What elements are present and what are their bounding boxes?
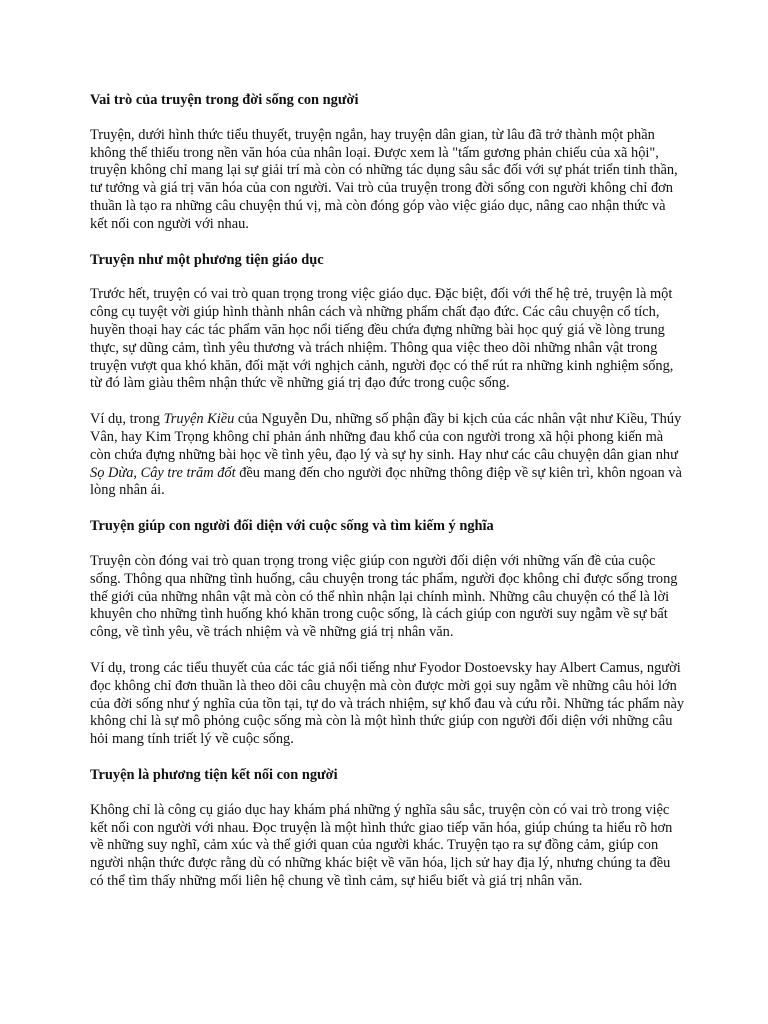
facing-life-paragraph-2: Ví dụ, trong các tiểu thuyết của các tác giả nổi tiếng như Fyodor Dostoevsky hay Albert Camus, người đọc không chỉ đơn thuần là theo dõi câu chuyện mà còn được mời gọi suy ngẫm về những câu hỏi lớn của đời sống như ý nghĩa của tồn tại, tự do và trách nhiệm, sự khổ đau và cứu rỗi. Những tác phẩm này không chỉ là sự mô phỏng cuộc sống mà còn là một hình thức giúp con người đối diện với những câu hỏi mang tính triết lý về cuộc sống. — [90, 659, 685, 748]
education-paragraph-2-text-a: Ví dụ, trong — [90, 411, 164, 428]
education-paragraph-1: Trước hết, truyện có vai trò quan trọng trong việc giáo dục. Đặc biệt, đối với thế hệ trẻ, truyện là một công cụ tuyệt vời giúp hình thành nhân cách và những phẩm chất đạo đức. Các câu chuyện cổ tích, huyền thoại hay các tác phẩm văn học nổi tiếng đều chứa đựng những bài học quý giá về lòng trung thực, sự dũng cảm, tình yêu thương và trách nhiệm. Thông qua việc theo dõi những nhân vật trong truyện vượt qua khó khăn, đối mặt với nghịch cảnh, người đọc có thể rút ra những kinh nghiệm sống, từ đó làm giàu thêm nhận thức về những giá trị đạo đức trong cuộc sống. — [90, 286, 674, 392]
document-title: Vai trò của truyện trong đời sống con người — [90, 92, 359, 108]
intro-paragraph: Truyện, dưới hình thức tiểu thuyết, truyện ngắn, hay truyện dân gian, từ lâu đã trở thành một phần không thể thiếu trong nền văn hóa của nhân loại. Được xem là "tấm gương phản chiếu của xã hội", truyện không chỉ mang lại sự giải trí mà còn có những tác dụng sâu sắc đối với sự phát triển tinh thần, tư tưởng và giá trị văn hóa của con người. Vai trò của truyện trong đời sống con người không chỉ đơn thuần là tạo ra những câu chuyện thú vị, mà còn đóng góp vào việc giáo dục, nâng cao nhận thức và kết nối con người với nhau. — [90, 126, 678, 232]
connection-paragraph-1: Không chỉ là công cụ giáo dục hay khám phá những ý nghĩa sâu sắc, truyện còn có vai trò trong việc kết nối con người với nhau. Đọc truyện là một hình thức giao tiếp văn hóa, giúp chúng ta hiểu rõ hơn về những suy nghĩ, cảm xúc và thế giới quan của người khác. Truyện tạo ra sự đồng cảm, giúp con người nhận thức được rằng dù có những khác biệt về văn hóa, lịch sử hay địa lý, nhưng chúng ta đều có thể tìm thấy những mối liên hệ chung về tình cảm, sự hiểu biết và giá trị nhân văn. — [90, 801, 673, 889]
facing-life-paragraph-1: Truyện còn đóng vai trò quan trọng trong việc giúp con người đối diện với những vấn đề của cuộc sống. Thông qua những tình huống, câu chuyện trong tác phẩm, người đọc không chỉ được sống trong thế giới của những nhân vật mà còn có thể nhìn nhận lại chính mình. Những câu chuyện có thể là lời khuyên cho những tình huống khó khăn trong cuộc sống, là cách giúp con người suy ngẫm về sự bất công, về tình yêu, về trách nhiệm và về những giá trị nhân văn. — [90, 552, 678, 641]
section-heading-facing-life: Truyện giúp con người đối diện với cuộc sống và tìm kiếm ý nghĩa — [90, 518, 494, 535]
work-title-folk-tales: Sọ Dừa, Cây tre trăm đốt — [90, 464, 236, 481]
education-paragraph-2 — [90, 411, 686, 500]
document-content — [90, 92, 686, 891]
section-heading-connection: Truyện là phương tiện kết nối con người — [90, 766, 338, 783]
work-title-truyen-kieu: Truyện Kiều — [163, 411, 235, 428]
education-paragraph-2-text-c: đều mang đến cho người đọc những thông điệp về sự kiên trì, khôn ngoan và lòng nhân ái. — [90, 464, 682, 499]
section-heading-education: Truyện như một phương tiện giáo dục — [90, 251, 324, 268]
education-paragraph-2-text-b: của Nguyễn Du, những số phận đầy bi kịch của các nhân vật như Kiều, Thúy Vân, hay Kim Trọng không chỉ phản ánh những đau khổ của con người trong xã hội phong kiến mà còn chứa đựng những bài học về tình yêu, đạo lý và sự hy sinh. Hay như các câu chuyện dân gian như — [90, 411, 682, 463]
